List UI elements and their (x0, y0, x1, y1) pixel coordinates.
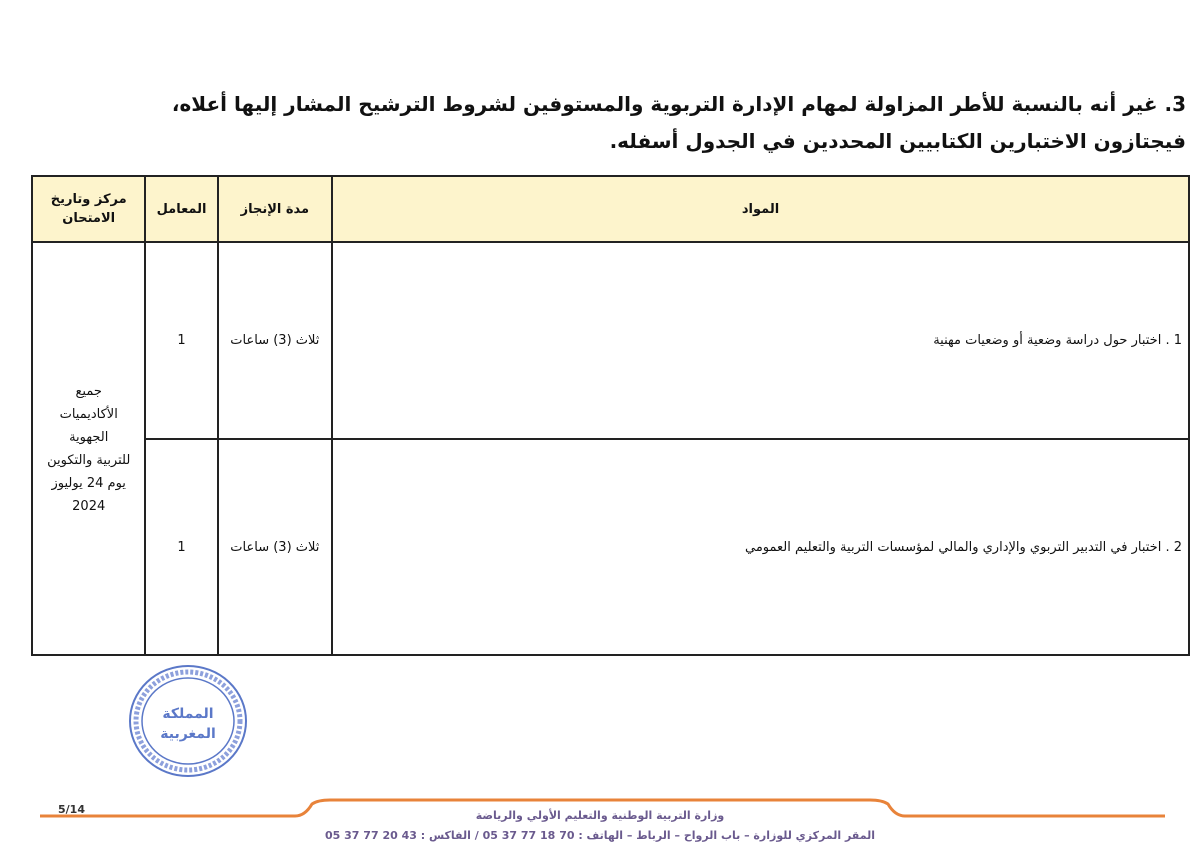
exam-table (31, 175, 1190, 656)
page-number: 5/14 (58, 803, 85, 816)
center-line: الجهوية (69, 429, 109, 445)
header-duration: مدة الإنجاز (218, 176, 332, 242)
footer-ministry: وزارة التربية الوطنية والتعليم الأولي والرياضة (475, 809, 725, 822)
header-coefficient: المعامل (145, 176, 217, 242)
duration-cell: ثلاث (3) ساعات (218, 439, 332, 655)
exam-center-cell (32, 242, 145, 655)
footer-address: المقر المركزي للوزارة – باب الرواح – الرباط – الهاتف : 70 18 77 37 05 / الفاكس : 43 20 77 37 05 (324, 829, 875, 842)
stamp-line-2: المغربية (160, 726, 216, 742)
header-center: مركز وتاريخ الامتحان (32, 176, 145, 242)
intro-paragraph: 3. غير أنه بالنسبة للأطر المزاولة لمهام الإدارة التربوية والمستوفين لشروط الترشيح المشار إليها أعلاه، فيجتازون الاختبارين الكتابيين المحددين في الجدول أسفله. (171, 92, 1186, 153)
table-row (32, 242, 1189, 439)
subject-cell: 1 . اختبار حول دراسة وضعية أو وضعيات مهنية (332, 242, 1189, 439)
center-line: 2024 (72, 498, 106, 514)
coefficient-cell: 1 (145, 439, 217, 655)
center-line: يوم 24 يوليوز (51, 475, 126, 491)
duration-cell: ثلاث (3) ساعات (218, 242, 332, 439)
coefficient-cell: 1 (145, 242, 217, 439)
center-line: للتربية والتكوين (47, 452, 131, 468)
official-stamp (126, 662, 250, 780)
header-subjects: المواد (332, 176, 1189, 242)
table-header-row (32, 176, 1189, 242)
subject-cell: 2 . اختبار في التدبير التربوي والإداري والمالي لمؤسسات التربية والتعليم العمومي (332, 439, 1189, 655)
center-line: جميع (75, 383, 102, 399)
center-line: الأكاديميات (59, 406, 118, 422)
stamp-line-1: المملكة (162, 706, 214, 722)
table-row (32, 439, 1189, 655)
